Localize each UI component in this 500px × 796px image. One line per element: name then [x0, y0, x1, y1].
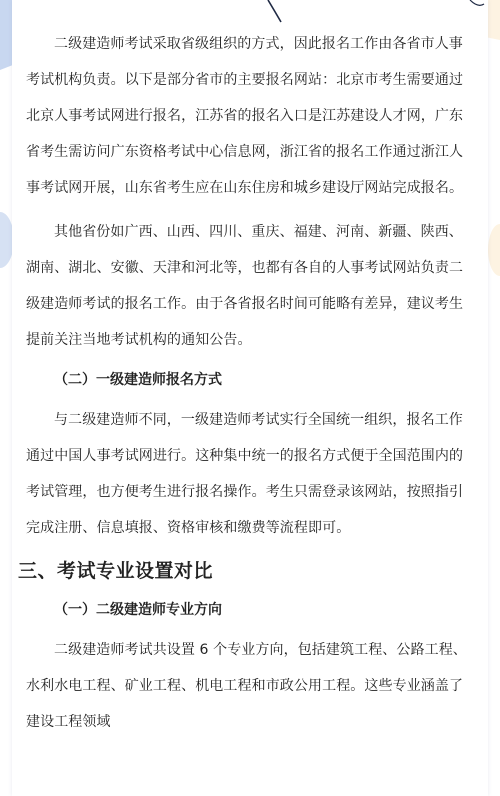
decorative-curve — [268, 0, 281, 22]
subheading-level-1-registration: （二）一级建造师报名方式 — [54, 372, 222, 388]
paragraph-level-2-specialties: 二级建造师考试共设置 6 个专业方向，包括建筑工程、公路工程、水利水电工程、矿业工程、机电工程和市政公用工程。这些专业涵盖了建设工程领域 — [26, 642, 467, 730]
subheading-level-2-specialties: （一）二级建造师专业方向 — [54, 602, 222, 618]
decorative-curve-right — [470, 0, 484, 5]
paragraph-other-provinces: 其他省份如广西、山西、四川、重庆、福建、河南、新疆、陕西、湖南、湖北、安徽、天津和河北等，也都有各自的人事考试网站负责二级建造师考试的报名工作。由于各省报名时间可能略有差异，建议考生提前关注当地考试机构的通知公告。 — [26, 224, 464, 348]
paragraph-level-1-registration: 与二级建造师不同，一级建造师考试实行全国统一组织，报名工作通过中国人事考试网进行。这种集中统一的报名方式便于全国范围内的考试管理，也方便考生进行报名操作。考生只需登录该网站，按照指引完成注册、信息填报、资格审核和缴费等流程即可。 — [26, 412, 464, 536]
section-heading-specialty-comparison: 三、考试专业设置对比 — [18, 560, 214, 582]
document-content — [18, 26, 470, 748]
paragraph-provincial-registration: 二级建造师考试采取省级组织的方式，因此报名工作由各省市人事考试机构负责。以下是部分省市的主要报名网站：北京市考生需要通过北京人事考试网进行报名，江苏省的报名入口是江苏建设人才网，广东省考生需访问广东资格考试中心信息网，浙江省的报名工作通过浙江人事考试网开展，山东省考生应在山东住房和城乡建设厅网站完成报名。 — [26, 36, 464, 196]
